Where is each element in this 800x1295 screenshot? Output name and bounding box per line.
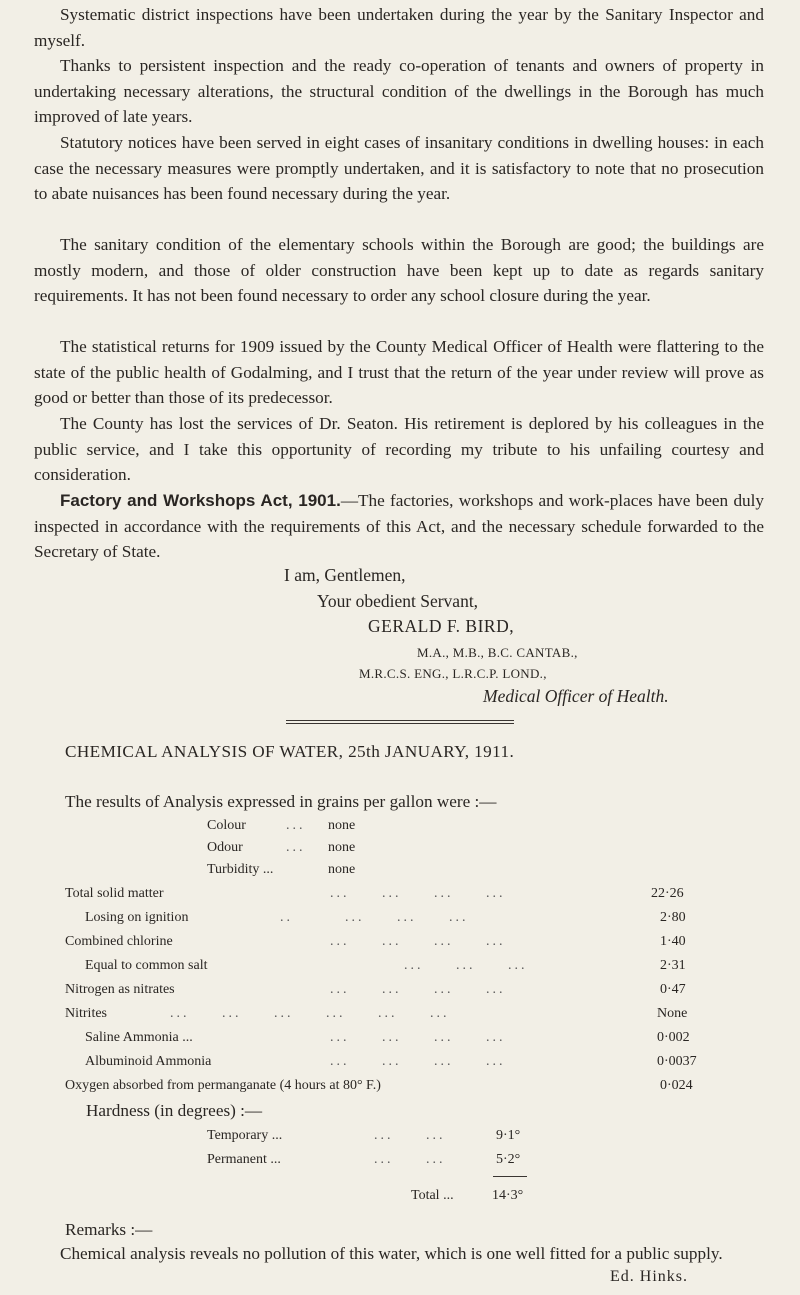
row-value-combined-chlorine: 1·40 — [660, 934, 686, 949]
row-value-albuminoid-ammonia: 0·0037 — [657, 1054, 697, 1069]
paragraph-dr-seaton: The County has lost the services of Dr. Seaton. His retirement is deplored by his colleagues in the public service, and I take this opportunity of recording my tribute to his unfailing courtesy and consideration. — [34, 414, 764, 485]
colour-label: Colour — [207, 818, 246, 833]
row-leaders-combined-chlorine: ... ... ... ... — [330, 934, 506, 949]
analysis-title: CHEMICAL ANALYSIS OF WATER, 25th JANUARY, 1911. — [65, 742, 515, 761]
signatory-title: Medical Officer of Health. — [483, 686, 669, 706]
hardness-temporary-label: Temporary ... — [207, 1128, 283, 1143]
row-leaders-nitrogen-nitrates: ... ... ... ... — [330, 982, 506, 997]
paragraph-schools: The sanitary condition of the elementary schools within the Borough are good; the buildings are mostly modern, and those of older construction have been kept up to date as regards sanitary requirements. It has not been found necessary to order any school closure during the year. — [34, 235, 764, 306]
row-leaders-albuminoid-ammonia: ... ... ... ... — [330, 1054, 506, 1069]
hardness-total-value: 14·3° — [492, 1188, 524, 1203]
odour-leaders: ... — [286, 840, 306, 855]
analyst-name: Ed. Hinks. — [610, 1268, 688, 1285]
hardness-heading: Hardness (in degrees) :— — [86, 1101, 263, 1120]
degrees-line-2: M.R.C.S. ENG., L.R.C.P. LOND., — [359, 666, 547, 681]
row-leaders-losing-ignition: .. ... ... ... — [280, 910, 469, 925]
row-value-nitrogen-nitrates: 0·47 — [660, 982, 686, 997]
row-label-nitrogen-nitrates: Nitrogen as nitrates — [65, 982, 175, 997]
paragraph-structural-condition: Thanks to persistent inspection and the ready co-operation of tenants and owners of property in undertaking necessary alterations, the structural condition of the dwellings in the Borough has much improved of late years. — [34, 56, 764, 127]
row-leaders-common-salt: ... ... ... — [404, 958, 528, 973]
row-label-common-salt: Equal to common salt — [85, 958, 208, 973]
hardness-temporary-value: 9·1° — [496, 1128, 521, 1143]
row-label-nitrites: Nitrites — [65, 1006, 107, 1021]
analysis-intro: The results of Analysis expressed in grains per gallon were :— — [65, 792, 497, 811]
colour-value: none — [328, 818, 356, 833]
signatory-name: GERALD F. BIRD, — [368, 616, 515, 636]
turbidity-value: none — [328, 862, 356, 877]
total-rule — [493, 1176, 527, 1177]
remarks-heading: Remarks :— — [65, 1220, 153, 1239]
paragraph-statistical-returns: The statistical returns for 1909 issued by the County Medical Officer of Health were flattering to the state of the public health of Godalming, and I trust that the return of the year under review will prove as good or better than those of its predecessor. — [34, 337, 764, 408]
row-value-saline-ammonia: 0·002 — [657, 1030, 690, 1045]
divider-rule-bottom — [286, 723, 514, 724]
degrees-line-1: M.A., M.B., B.C. CANTAB., — [417, 645, 578, 660]
factory-act-text: —The factories, workshops and work-places have been duly inspected in accordance with the requirements of this Act, and the necessary schedule forwarded to the Secretary of State. — [34, 491, 764, 562]
colour-leaders: ... — [286, 818, 306, 833]
hardness-permanent-leaders: ... ... — [374, 1152, 446, 1167]
row-label-saline-ammonia: Saline Ammonia ... — [85, 1030, 193, 1045]
row-value-nitrites: None — [657, 1006, 688, 1021]
salutation: I am, Gentlemen, — [284, 565, 406, 585]
row-label-combined-chlorine: Combined chlorine — [65, 934, 173, 949]
hardness-temporary-leaders: ... ... — [374, 1128, 446, 1143]
turbidity-label: Turbidity ... — [207, 862, 274, 877]
paragraph-statutory-notices: Statutory notices have been served in eight cases of insanitary conditions in dwelling houses: in each case the necessary measures were promptly undertaken, and it is satisfactory to note that no prosecution to abate nuisances has been found necessary during the year. — [34, 133, 764, 204]
factory-act-heading: Factory and Workshops Act, 1901. — [60, 491, 341, 510]
row-leaders-saline-ammonia: ... ... ... ... — [330, 1030, 506, 1045]
row-leaders-nitrites: ... ... ... ... ... ... — [170, 1006, 450, 1021]
paragraph-inspections: Systematic district inspections have been undertaken during the year by the Sanitary Inspector and myself. — [34, 5, 764, 50]
row-label-losing-ignition: Losing on ignition — [85, 910, 189, 925]
closing: Your obedient Servant, — [317, 591, 479, 611]
row-label-albuminoid-ammonia: Albuminoid Ammonia — [85, 1054, 212, 1069]
odour-value: none — [328, 840, 356, 855]
row-value-oxygen-absorbed: 0·024 — [660, 1078, 693, 1093]
row-leaders-total-solid: ... ... ... ... — [330, 886, 506, 901]
hardness-total-label: Total ... — [411, 1188, 454, 1203]
paragraph-factory-act — [34, 488, 764, 565]
row-label-total-solid: Total solid matter — [65, 886, 164, 901]
hardness-permanent-value: 5·2° — [496, 1152, 521, 1167]
row-label-oxygen-absorbed: Oxygen absorbed from permanganate (4 hours at 80° F.) — [65, 1078, 381, 1093]
remarks-text: Chemical analysis reveals no pollution of this water, which is one well fitted for a public supply. — [60, 1244, 723, 1263]
hardness-permanent-label: Permanent ... — [207, 1152, 281, 1167]
row-value-losing-ignition: 2·80 — [660, 910, 686, 925]
odour-label: Odour — [207, 840, 243, 855]
row-value-total-solid: 22·26 — [651, 886, 684, 901]
row-value-common-salt: 2·31 — [660, 958, 686, 973]
divider-rule-top — [286, 720, 514, 721]
